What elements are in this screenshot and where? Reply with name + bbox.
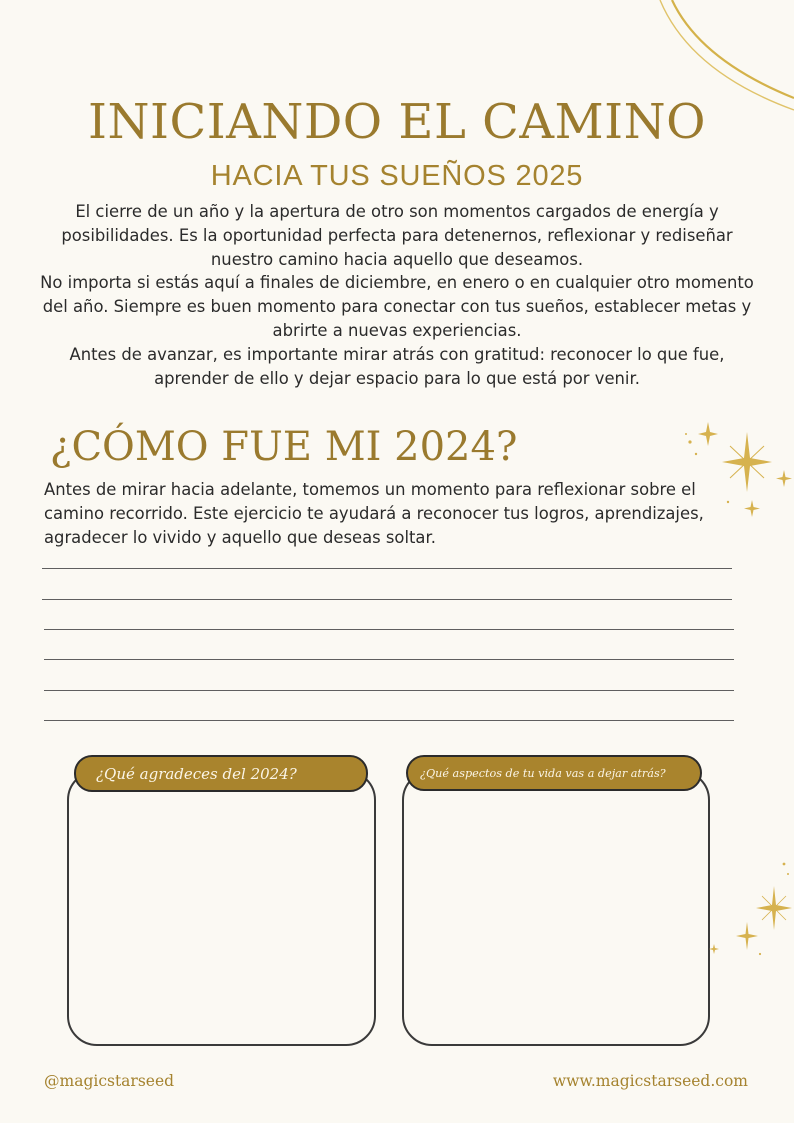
writing-line bbox=[44, 629, 734, 630]
writing-line bbox=[44, 690, 734, 691]
gratitude-box[interactable] bbox=[67, 770, 376, 1046]
writing-line bbox=[44, 659, 734, 660]
instagram-handle[interactable]: @magicstarseed bbox=[44, 1072, 175, 1090]
let-go-box[interactable] bbox=[402, 770, 710, 1046]
page-subtitle: HACIA TUS SUEÑOS 2025 bbox=[210, 160, 584, 192]
writing-line bbox=[42, 599, 732, 600]
section-description: Antes de mirar hacia adelante, tomemos un momento para reflexionar sobre el camino recorrido. Este ejercicio te ayudará a reconocer tus logros, aprendizajes, agradecer lo vivido y aquello que deseas soltar. bbox=[44, 480, 704, 547]
intro-paragraph: No importa si estás aquí a finales de diciembre, en enero o en cualquier otro momento del año. Siempre es buen momento para conectar con tus sueños, establecer metas y abrirte a nuevas experiencias. bbox=[40, 273, 754, 340]
sparkles-icon bbox=[700, 850, 794, 965]
intro-paragraph: Antes de avanzar, es importante mirar atrás con gratitud: reconocer lo que fue, aprender de ello y dejar espacio para lo que está por venir. bbox=[69, 344, 725, 388]
gratitude-label: ¿Qué agradeces del 2024? bbox=[74, 755, 368, 792]
intro-text bbox=[40, 200, 754, 390]
page-title: INICIANDO EL CAMINO bbox=[88, 94, 706, 150]
section-heading: ¿CÓMO FUE MI 2024? bbox=[50, 424, 518, 470]
writing-line bbox=[44, 720, 734, 721]
intro-paragraph: El cierre de un año y la apertura de otro son momentos cargados de energía y posibilidades. Es la oportunidad perfecta para detenernos, reflexionar y rediseñar nuestro camino hacia aquello que deseamos. bbox=[61, 202, 733, 269]
website-link[interactable]: www.magicstarseed.com bbox=[552, 1072, 748, 1090]
let-go-label: ¿Qué aspectos de tu vida vas a dejar atrás? bbox=[406, 755, 702, 791]
writing-line bbox=[42, 568, 732, 569]
